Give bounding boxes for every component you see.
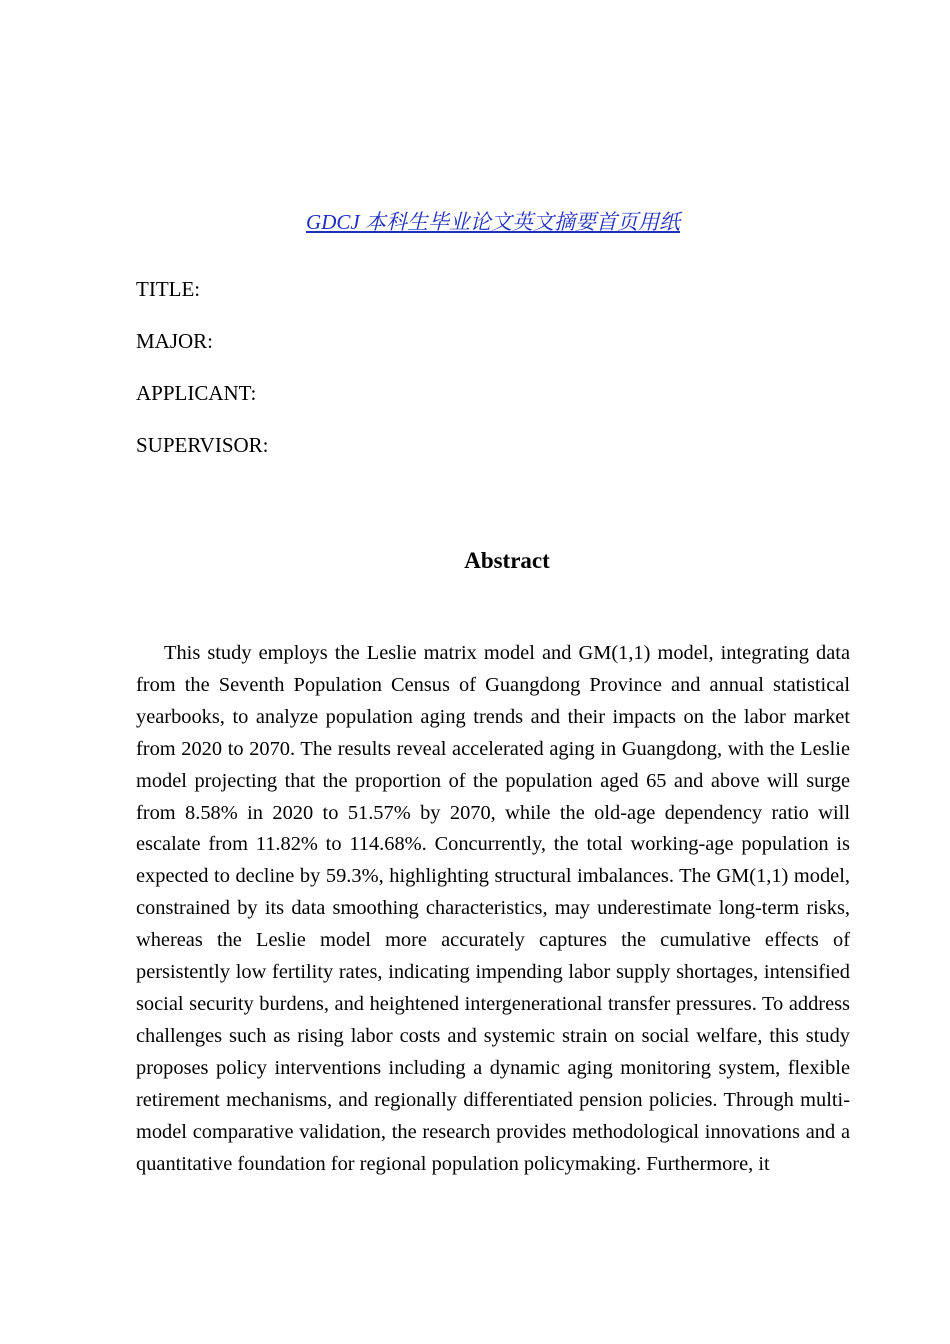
field-supervisor-label: SUPERVISOR: (136, 433, 269, 457)
header-title-link[interactable]: GDCJ 本科生毕业论文英文摘要首页用纸 (306, 210, 680, 234)
abstract-heading: Abstract (464, 548, 550, 573)
thesis-info-fields (136, 276, 269, 484)
abstract-body: This study employs the Leslie matrix model and GM(1,1) model, integrating data from the Seventh Population Census of Guangdong Province and annual statistical yearbooks, to analyze population aging trends and their impacts on the labor market from 2020 to 2070. The results reveal accelerated aging in Guangdong, with the Leslie model projecting that the proportion of the population aged 65 and above will surge from 8.58% in 2020 to 51.57% by 2070, while the old-age dependency ratio will escalate from 11.82% to 114.68%. Concurrently, the total working-age population is expected to decline by 59.3%, highlighting structural imbalances. The GM(1,1) model, constrained by its data smoothing characteristics, may underestimate long-term risks, whereas the Leslie model more accurately captures the cumulative effects of persistently low fertility rates, indicating impending labor supply shortages, intensified social security burdens, and heightened intergenerational transfer pressures. To address challenges such as rising labor costs and systemic strain on social welfare, this study proposes policy interventions including a dynamic aging monitoring system, flexible retirement mechanisms, and regionally differentiated pension policies. Through multi-model comparative validation, the research provides methodological innovations and a quantitative foundation for regional population policymaking. Furthermore, it (136, 642, 850, 1175)
field-applicant-label: APPLICANT: (136, 381, 257, 405)
field-major-label: MAJOR: (136, 329, 214, 353)
field-title-label: TITLE: (136, 277, 201, 301)
page-header-title (136, 208, 850, 236)
